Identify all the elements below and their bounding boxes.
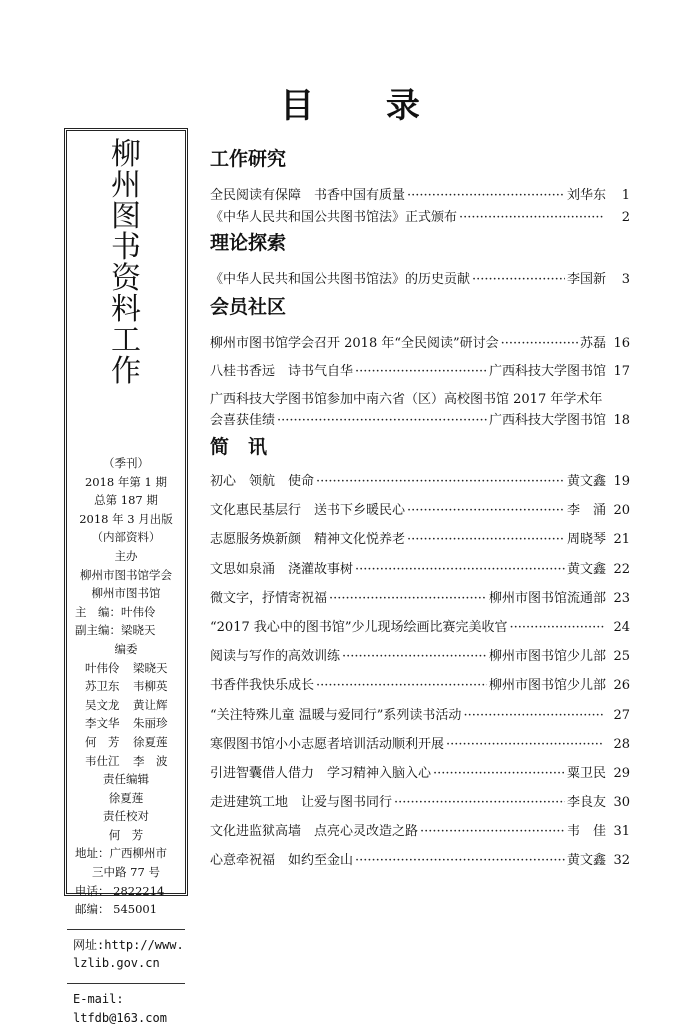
issue-number: 2018 年第 1 期 bbox=[84, 474, 168, 489]
committee-row bbox=[67, 733, 185, 752]
entry-title: 文化进监狱高墙 点亮心灵改造之路 bbox=[210, 824, 419, 840]
entry-author: 粟卫民 bbox=[566, 765, 606, 781]
journal-info bbox=[67, 454, 185, 1027]
entry-title: 柳州市图书馆学会召开 2018 年“全民阅读”研讨会 bbox=[210, 336, 499, 351]
entry-author: 黄文鑫 bbox=[566, 853, 606, 869]
committee-label: 编委 bbox=[114, 641, 138, 656]
committee-row bbox=[67, 659, 185, 678]
toc-entry[interactable] bbox=[210, 558, 630, 587]
entry-title: 《中华人民共和国公共图书馆法》正式颁布 bbox=[210, 210, 458, 225]
journal-masthead bbox=[67, 139, 185, 387]
entry-author: 李国新 bbox=[566, 272, 606, 287]
toc-entry[interactable] bbox=[210, 791, 630, 820]
resp-editor-label: 责任编辑 bbox=[103, 772, 149, 787]
entry-author: 周晓琴 bbox=[566, 532, 606, 548]
sponsor: 柳州市图书馆学会 bbox=[80, 567, 172, 582]
toc-entry[interactable] bbox=[210, 616, 630, 645]
leader-dots bbox=[420, 824, 565, 839]
entry-author: 柳州市图书馆少儿部 bbox=[488, 649, 606, 665]
leader-dots bbox=[459, 210, 604, 225]
entry-title: 广西科技大学图书馆参加中南六省（区）高校图书馆 2017 年学术年 bbox=[210, 392, 603, 407]
entry-title: “2017 我心中的图书馆”少儿现场绘画比赛完美收官 bbox=[210, 619, 508, 635]
masthead-char: 工 bbox=[111, 323, 141, 358]
committee-row bbox=[67, 752, 185, 771]
entry-page: 3 bbox=[621, 272, 630, 287]
masthead-char: 作 bbox=[111, 354, 141, 389]
entry-continuation bbox=[210, 409, 630, 428]
section-heading: 简 讯 bbox=[210, 436, 268, 458]
entry-page: 1 bbox=[621, 188, 630, 203]
leader-dots bbox=[472, 272, 565, 287]
leader-dots bbox=[394, 795, 565, 810]
committee-member: 吴文龙 bbox=[85, 697, 120, 712]
masthead-char: 书 bbox=[111, 230, 141, 265]
divider bbox=[67, 983, 185, 984]
entry-title: 文思如泉涌 浇灌故事树 bbox=[210, 561, 354, 577]
entry-title: 心意牵祝福 如约至金山 bbox=[210, 853, 354, 869]
leader-dots bbox=[463, 708, 604, 723]
masthead-char: 图 bbox=[111, 199, 141, 234]
entry-author: 广西科技大学图书馆 bbox=[488, 364, 606, 379]
committee-member: 徐夏莲 bbox=[133, 734, 168, 749]
entry-author: 柳州市图书馆流通部 bbox=[488, 590, 606, 606]
entry-page: 16 bbox=[613, 336, 630, 351]
toc-entry[interactable] bbox=[210, 587, 630, 616]
entry-author: 李良友 bbox=[566, 795, 606, 811]
phone: 电话： 2822214 bbox=[75, 883, 165, 898]
leader-dots bbox=[355, 562, 565, 577]
entry-author: 广西科技大学图书馆 bbox=[488, 413, 606, 428]
entry-author: 韦 佳 bbox=[566, 824, 606, 840]
email-label: E-mail: bbox=[73, 992, 124, 1007]
committee-member: 梁晓天 bbox=[133, 660, 168, 675]
address-line: 三中路 77 号 bbox=[92, 865, 160, 880]
committee-member: 黄让辉 bbox=[133, 697, 168, 712]
entry-author: 李 涌 bbox=[566, 503, 606, 519]
leader-dots bbox=[316, 678, 487, 693]
toc-entry[interactable] bbox=[210, 268, 630, 296]
internal-label: （内部资料） bbox=[91, 530, 161, 545]
entry-page: 20 bbox=[613, 503, 630, 519]
section-heading: 理论探索 bbox=[210, 232, 287, 254]
toc-entry[interactable] bbox=[210, 206, 630, 232]
quarterly-label: （季刊） bbox=[103, 456, 149, 470]
sponsor: 柳州市图书馆 bbox=[91, 586, 161, 601]
entry-title: 全民阅读有保障 书香中国有质量 bbox=[210, 188, 406, 203]
toc-entry[interactable] bbox=[210, 762, 630, 791]
toc-entry[interactable] bbox=[210, 820, 630, 849]
entry-title: 会喜获佳绩 bbox=[210, 413, 276, 428]
entry-title: 寒假图书馆小小志愿者培训活动顺利开展 bbox=[210, 736, 445, 752]
entry-page: 24 bbox=[613, 619, 630, 635]
entry-page: 19 bbox=[613, 474, 630, 489]
committee-member: 韦仕江 bbox=[85, 753, 120, 768]
leader-dots bbox=[446, 737, 604, 752]
committee-member: 苏卫东 bbox=[85, 679, 120, 694]
toc-entry[interactable] bbox=[210, 470, 630, 499]
entry-title: 《中华人民共和国公共图书馆法》的历史贡献 bbox=[210, 272, 471, 287]
entry-author: 柳州市图书馆少儿部 bbox=[488, 678, 606, 694]
leader-dots bbox=[316, 474, 565, 489]
resp-editor: 徐夏莲 bbox=[108, 790, 144, 805]
proofreader-label: 责任校对 bbox=[103, 809, 149, 824]
entry-page: 29 bbox=[613, 765, 630, 781]
section-heading: 工作研究 bbox=[210, 148, 287, 170]
entry-page: 2 bbox=[621, 210, 630, 225]
brief-news-list bbox=[210, 470, 630, 879]
sponsor-label: 主办 bbox=[114, 548, 138, 563]
committee-member: 李 波 bbox=[133, 753, 168, 768]
toc-entry[interactable] bbox=[210, 528, 630, 557]
toc-entry[interactable] bbox=[210, 645, 630, 674]
table-of-contents bbox=[210, 148, 630, 879]
entry-title: 八桂书香远 诗书气自华 bbox=[210, 364, 354, 379]
masthead-char: 柳 bbox=[111, 137, 141, 172]
toc-entry[interactable] bbox=[210, 704, 630, 733]
leader-dots bbox=[329, 591, 487, 606]
toc-entry[interactable] bbox=[210, 499, 630, 528]
deputy-editor: 副主编：梁晓天 bbox=[75, 623, 156, 638]
entry-title: 阅读与写作的高效训练 bbox=[210, 649, 341, 665]
toc-entry[interactable] bbox=[210, 390, 630, 434]
website: lzlib.gov.cn bbox=[73, 956, 160, 971]
leader-dots bbox=[510, 620, 604, 635]
masthead-char: 资 bbox=[111, 261, 141, 296]
postcode: 邮编： 545001 bbox=[75, 902, 158, 917]
entry-title: 书香伴我快乐成长 bbox=[210, 678, 315, 694]
entry-title: 文化惠民基层行 送书下乡暖民心 bbox=[210, 503, 406, 519]
masthead-char: 州 bbox=[111, 168, 141, 203]
masthead-sidebar bbox=[64, 128, 188, 1025]
leader-dots bbox=[277, 413, 487, 428]
entry-page: 28 bbox=[613, 736, 630, 752]
publish-date: 2018 年 3 月出版 bbox=[79, 511, 173, 526]
entry-page: 32 bbox=[613, 853, 630, 869]
entry-title: 微文字，抒情寄祝福 bbox=[210, 590, 328, 606]
committee-member: 朱丽珍 bbox=[133, 716, 168, 731]
entry-author: 黄文鑫 bbox=[566, 474, 606, 489]
leader-dots bbox=[355, 853, 565, 868]
entry-author: 黄文鑫 bbox=[566, 561, 606, 577]
entry-page: 26 bbox=[613, 678, 630, 694]
committee-member: 李文华 bbox=[85, 716, 120, 731]
leader-dots bbox=[407, 503, 565, 518]
entry-page: 22 bbox=[613, 561, 630, 577]
entry-title: 初心 领航 使命 bbox=[210, 474, 315, 489]
entry-page: 17 bbox=[613, 364, 630, 379]
toc-entry[interactable] bbox=[210, 332, 630, 360]
committee-row bbox=[67, 677, 185, 696]
entry-title: 引进智囊借人借力 学习精神入脑入心 bbox=[210, 765, 432, 781]
committee-row bbox=[67, 696, 185, 715]
total-issue: 总第 187 期 bbox=[94, 493, 158, 508]
entry-page: 30 bbox=[613, 795, 630, 811]
divider bbox=[67, 929, 185, 930]
leader-dots bbox=[501, 336, 578, 351]
leader-dots bbox=[355, 364, 487, 379]
proofreader: 何 芳 bbox=[108, 827, 144, 842]
entry-title: 走进建筑工地 让爱与图书同行 bbox=[210, 795, 393, 811]
toc-entry[interactable] bbox=[210, 674, 630, 703]
entry-title: “关注特殊儿童 温暖与爱同行”系列读书活动 bbox=[210, 707, 462, 723]
website: 网址:http://www. bbox=[73, 937, 184, 952]
entry-title: 志愿服务焕新颜 精神文化悦养老 bbox=[210, 532, 406, 548]
entry-page: 18 bbox=[613, 413, 630, 428]
committee-member: 何 芳 bbox=[85, 734, 120, 749]
masthead-char: 料 bbox=[111, 292, 141, 327]
leader-dots bbox=[407, 532, 565, 547]
entry-page: 27 bbox=[613, 707, 630, 723]
committee-member: 韦柳英 bbox=[133, 679, 168, 694]
entry-page: 21 bbox=[613, 532, 630, 548]
committee-row bbox=[67, 714, 185, 733]
toc-entry[interactable] bbox=[210, 849, 630, 878]
leader-dots bbox=[407, 188, 565, 203]
address-line: 地址：广西柳州市 bbox=[75, 846, 167, 861]
entry-author: 苏磊 bbox=[579, 336, 606, 351]
chief-editor: 主 编：叶伟伶 bbox=[75, 604, 156, 619]
toc-entry[interactable] bbox=[210, 733, 630, 762]
leader-dots bbox=[342, 649, 487, 664]
committee-member: 叶伟伶 bbox=[85, 660, 120, 675]
entry-author: 刘华东 bbox=[566, 188, 606, 203]
toc-entry[interactable] bbox=[210, 184, 630, 206]
section-heading: 会员社区 bbox=[210, 296, 287, 318]
leader-dots bbox=[433, 766, 565, 781]
toc-entry[interactable] bbox=[210, 360, 630, 390]
entry-page: 25 bbox=[613, 649, 630, 665]
entry-page: 23 bbox=[613, 590, 630, 606]
email: ltfdb@163.com bbox=[73, 1010, 167, 1025]
page-title: 目 录 bbox=[280, 86, 450, 126]
entry-page: 31 bbox=[613, 824, 630, 840]
